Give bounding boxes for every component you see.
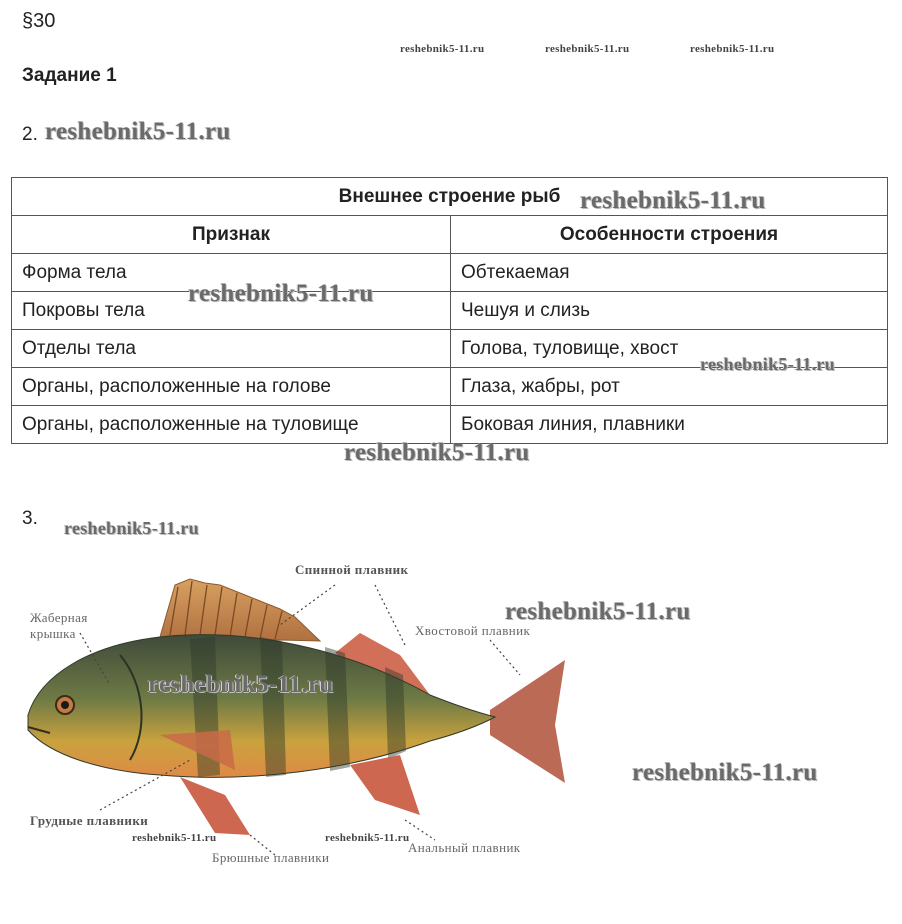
fish-structure-table xyxy=(11,177,888,444)
watermark: reshebnik5-11.ru xyxy=(700,354,835,374)
item-number-3: 3. xyxy=(22,508,38,529)
table-cell: Обтекаемая xyxy=(451,254,888,292)
item-number-2: 2. xyxy=(22,124,38,145)
watermark: reshebnik5-11.ru xyxy=(132,832,217,844)
watermark: reshebnik5-11.ru xyxy=(580,187,766,214)
table-cell: Голова, туловище, хвост xyxy=(451,330,888,368)
table-title: Внешнее строение рыб xyxy=(12,178,888,216)
section-number: §30 xyxy=(22,10,56,32)
task-title: Задание 1 xyxy=(22,65,117,86)
table-cell: Чешуя и слизь xyxy=(451,292,888,330)
table-cell: Органы, расположенные на голове xyxy=(12,368,451,406)
column-header-feature: Признак xyxy=(12,216,451,254)
label-dorsal-fin: Спинной плавник xyxy=(295,562,409,577)
table-row xyxy=(12,292,888,330)
watermark: reshebnik5-11.ru xyxy=(690,43,775,55)
label-anal-fin: Анальный плавник xyxy=(408,840,521,855)
label-pectoral-fins: Грудные плавники xyxy=(30,813,149,828)
watermark: reshebnik5-11.ru xyxy=(325,832,410,844)
label-tail-fin: Хвостовой плавник xyxy=(415,623,531,638)
table-cell: Боковая линия, плавники xyxy=(451,406,888,444)
table-cell: Форма тела xyxy=(12,254,451,292)
watermark: reshebnik5-11.ru xyxy=(545,43,630,55)
label-pelvic-fins: Брюшные плавники xyxy=(212,850,330,865)
watermark: reshebnik5-11.ru xyxy=(505,598,691,625)
watermark: reshebnik5-11.ru xyxy=(632,759,818,786)
label-gill-cover-line2: крышка xyxy=(30,626,76,641)
table-row xyxy=(12,406,888,444)
table-cell: Отделы тела xyxy=(12,330,451,368)
label-gill-cover-line1: Жаберная xyxy=(30,610,88,625)
watermark: reshebnik5-11.ru xyxy=(344,439,530,466)
table-cell: Глаза, жабры, рот xyxy=(451,368,888,406)
watermark: reshebnik5-11.ru xyxy=(64,518,199,538)
table-cell: Органы, расположенные на туловище xyxy=(12,406,451,444)
watermark: reshebnik5-11.ru xyxy=(188,280,374,307)
watermark: reshebnik5-11.ru xyxy=(45,118,231,145)
table-cell: Покровы тела xyxy=(12,292,451,330)
watermark: reshebnik5-11.ru xyxy=(148,671,334,698)
column-header-details: Особенности строения xyxy=(451,216,888,254)
table-row xyxy=(12,254,888,292)
watermark: reshebnik5-11.ru xyxy=(400,43,485,55)
